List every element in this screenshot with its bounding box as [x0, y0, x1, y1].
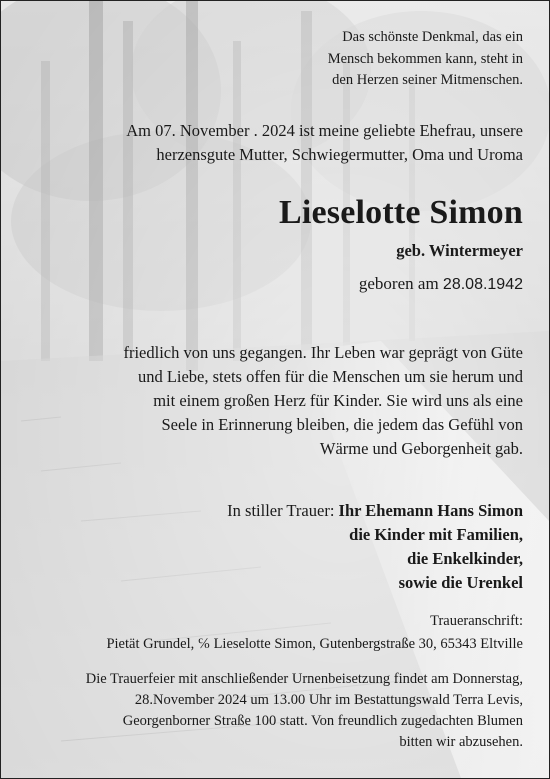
birth-name: geb. Wintermeyer — [396, 241, 523, 260]
funeral-line: Georgenborner Straße 100 statt. Von freundlich zugedachten Blumen — [122, 713, 523, 729]
tribute-line: Seele in Erinnerung bleiben, die jedem das Gefühl von — [161, 415, 523, 434]
intro-line: herzensgute Mutter, Schwiegermutter, Oma und Uroma — [156, 145, 523, 164]
funeral-line: bitten wir abzusehen. — [399, 734, 523, 750]
mourners-block — [227, 499, 523, 595]
mourning-address: Pietät Grundel, ℅ Lieselotte Simon, Gutenbergstraße 30, 65343 Eltville — [106, 636, 523, 652]
mourner-line: Ihr Ehemann Hans Simon — [338, 501, 523, 520]
funeral-line: Die Trauerfeier mit anschließender Urnenbeisetzung findet am Donnerstag, — [85, 671, 523, 687]
tribute-line: Wärme und Geborgenheit gab. — [319, 439, 523, 458]
mourner-line: sowie die Urenkel — [398, 573, 523, 592]
tribute-line: friedlich von uns gegangen. Ihr Leben war geprägt von Güte — [123, 343, 523, 362]
tribute-line: und Liebe, stets offen für die Menschen um sie herum und — [137, 367, 523, 386]
text-layer — [1, 1, 549, 778]
quote-line: den Herzen seiner Mitmenschen. — [332, 72, 523, 88]
born-label: geboren am — [358, 274, 443, 293]
deceased-name: Lieselotte Simon — [278, 194, 523, 231]
tribute-line: mit einem großen Herz für Kinder. Sie wird uns als eine — [153, 391, 523, 410]
memorial-quote — [328, 27, 523, 92]
mourners-label: In stiller Trauer: — [227, 501, 339, 520]
quote-line: Mensch bekommen kann, steht in — [327, 50, 523, 67]
born-date-value: 28.08.1942 — [442, 276, 523, 293]
mourner-line: die Enkelkinder, — [407, 549, 523, 568]
mourner-line: die Kinder mit Familien, — [349, 525, 523, 544]
address-label: Traueranschrift: — [430, 613, 523, 629]
birth-date — [359, 274, 523, 294]
funeral-line: 28.November 2024 um 13.00 Uhr im Bestattungswald Terra Levis, — [134, 692, 523, 708]
intro-paragraph — [21, 119, 523, 167]
intro-line: Am 07. November . 2024 ist meine geliebte Ehefrau, unsere — [126, 121, 523, 140]
quote-line: Das schönste Denkmal, das ein — [342, 29, 523, 45]
funeral-info — [17, 669, 523, 753]
tribute-paragraph — [21, 341, 523, 461]
